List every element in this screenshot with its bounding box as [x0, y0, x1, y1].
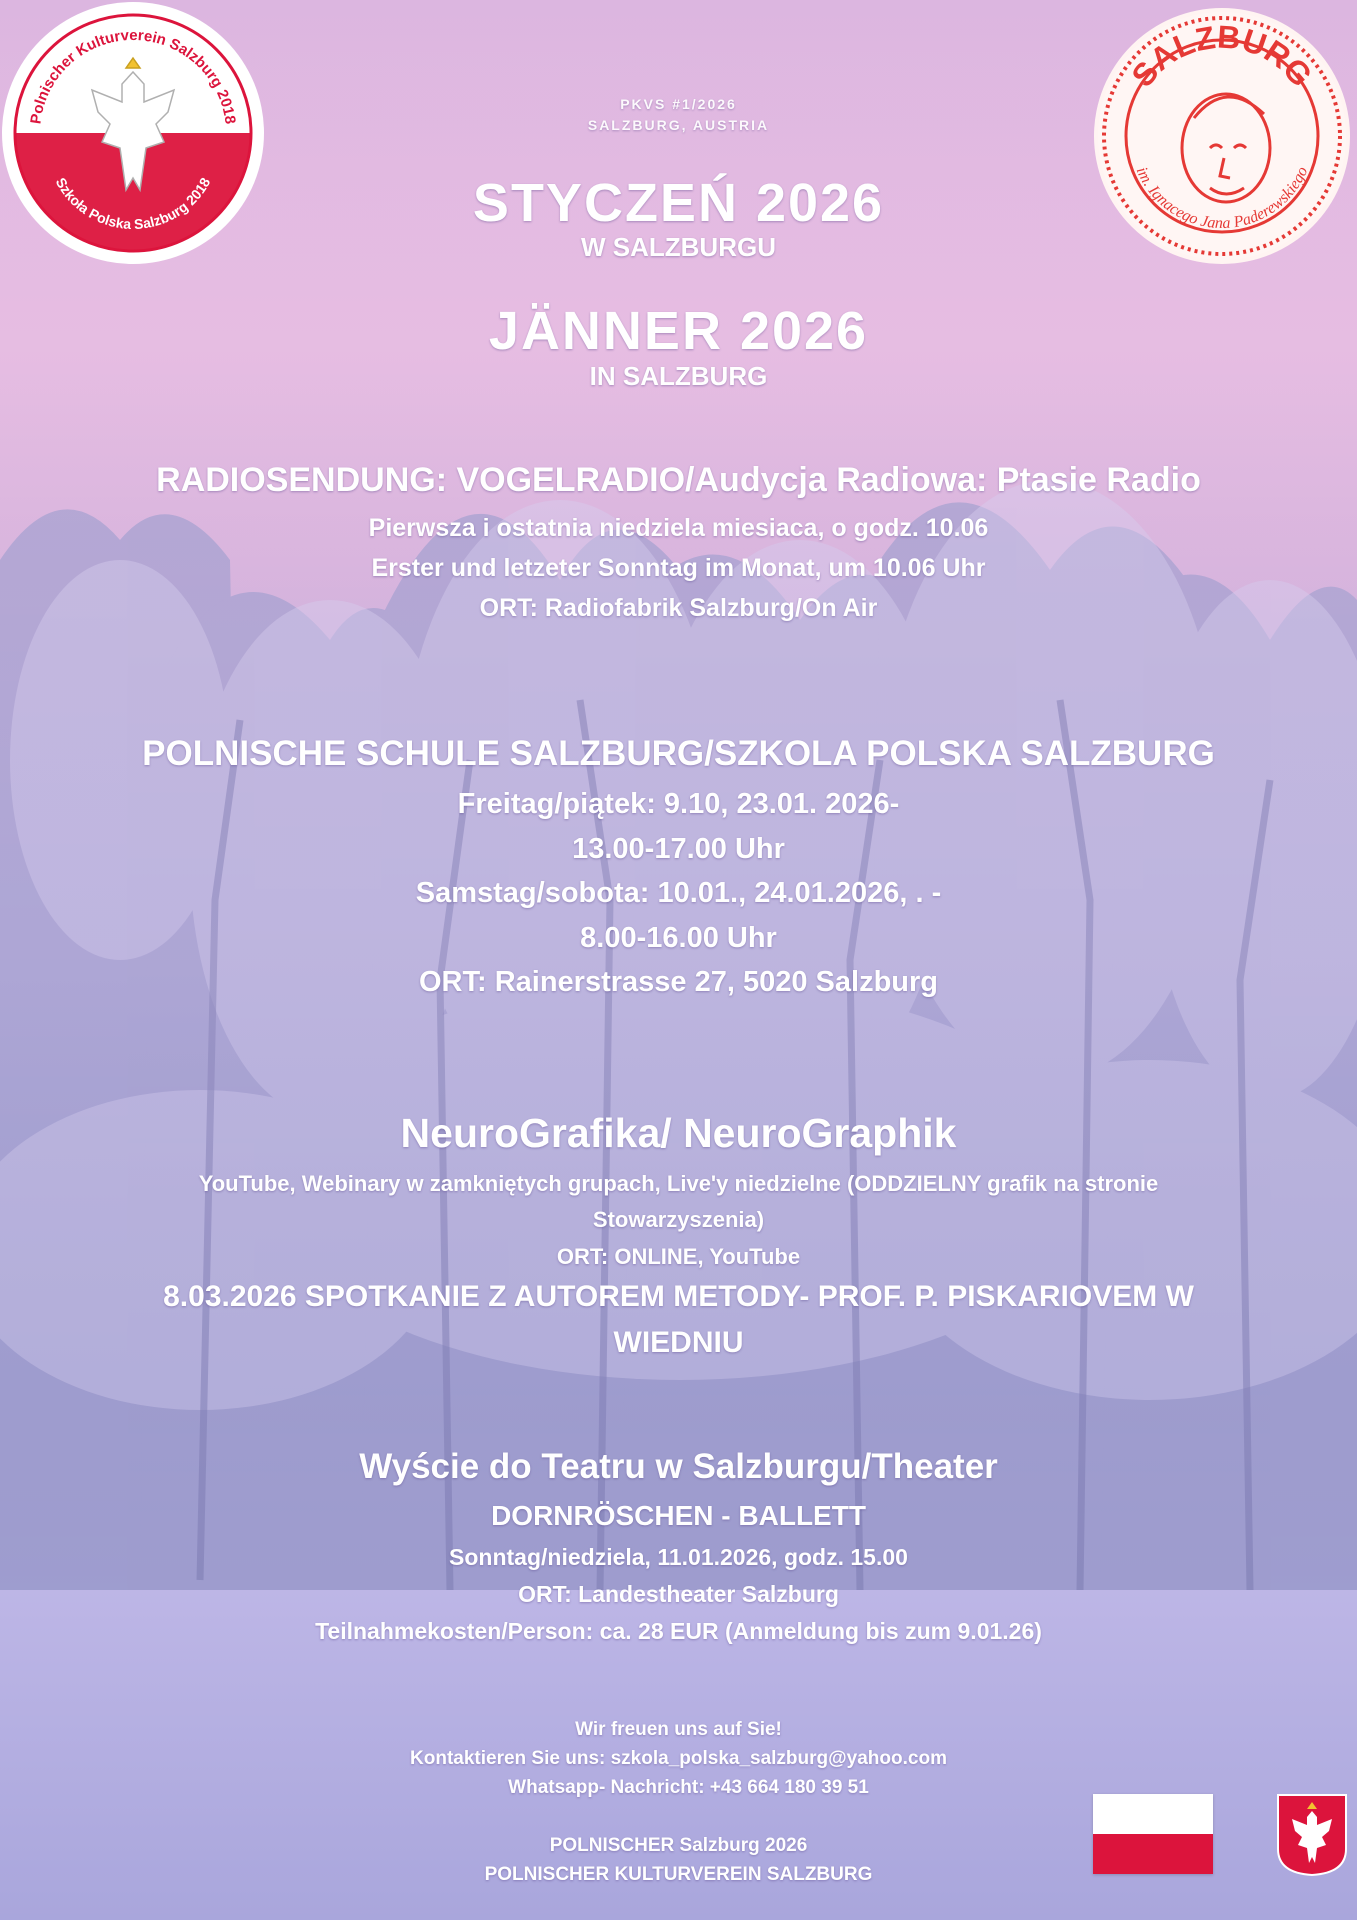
school-line-3: Samstag/sobota: 10.01., 24.01.2026, . - [415, 877, 942, 909]
theater-line-2: Sonntag/niedziela, 11.01.2026, godz. 15.00 [449, 1544, 908, 1570]
school-line-4: 8.00-16.00 Uhr [580, 922, 777, 954]
radio-line-1: Pierwsza i ostatnia niedziela miesiaca, o godz. 10.06 [368, 514, 989, 542]
neuro-title: NeuroGrafika/ NeuroGraphik [400, 1110, 957, 1156]
title-german: JÄNNER 2026 [488, 301, 869, 361]
radio-title: RADIOSENDUNG: VOGELRADIO/Audycja Radiowa: Ptasie Radio [156, 461, 1201, 499]
theater-title: Wyście do Teatru w Salzburgu/Theater [359, 1447, 998, 1486]
stamp-top-text: SALZBURG [1124, 18, 1320, 94]
issue-place: SALZBURG, AUSTRIA [587, 117, 770, 133]
subtitle-german: IN SALZBURG [589, 361, 768, 391]
neuro-line-1: YouTube, Webinary w zamkniętych grupach, Live'y niedzielne (ODDZIELNY grafik na stronie [198, 1171, 1159, 1196]
neuro-line-5: WIEDNIU [613, 1326, 744, 1359]
subtitle-polish: W SALZBURGU [581, 232, 776, 262]
theater-line-1: DORNRÖSCHEN - BALLETT [491, 1500, 866, 1531]
logo-left-bottom-text: Szkoła Polska Salzburg 2018 [52, 174, 214, 233]
neuro-line-4: 8.03.2026 SPOTKANIE Z AUTOREM METODY- PROF. P. PISKARIOVEM W [163, 1280, 1194, 1313]
polish-coat-of-arms-icon [1276, 1793, 1348, 1877]
footer-line-1: Wir freuen uns auf Sie! [575, 1719, 782, 1740]
school-line-5: ORT: Rainerstrasse 27, 5020 Salzburg [418, 966, 938, 998]
issue-code: PKVS #1/2026 [620, 96, 737, 112]
polish-flag-icon [1093, 1794, 1213, 1874]
footer-contact-email: Kontaktieren Sie uns: szkola_polska_salzburg@yahoo.com [410, 1748, 947, 1769]
footer-line-4: POLNISCHER Salzburg 2026 [549, 1835, 808, 1856]
school-line-2: 13.00-17.00 Uhr [572, 833, 785, 865]
theater-line-4: Teilnahmekosten/Person: ca. 28 EUR (Anmeldung bis zum 9.01.26) [315, 1618, 1042, 1644]
footer-whatsapp: Whatsapp- Nachricht: +43 664 180 39 51 [508, 1777, 869, 1798]
radio-line-3: ORT: Radiofabrik Salzburg/On Air [479, 594, 878, 622]
stamp-bottom-text: im. Ignacego Jana Paderewskiego [1132, 164, 1312, 233]
logo-left-top-text: Polnischer Kulturverein Salzburg 2018 [27, 26, 239, 126]
title-polish: STYCZEŃ 2026 [472, 173, 885, 233]
school-title: POLNISCHE SCHULE SALZBURG/SZKOLA POLSKA SALZBURG [142, 734, 1215, 773]
radio-line-2: Erster und letzeter Sonntag im Monat, um 10.06 Uhr [371, 554, 986, 582]
theater-line-3: ORT: Landestheater Salzburg [518, 1581, 839, 1607]
neuro-line-2: Stowarzyszenia) [592, 1207, 765, 1232]
neuro-line-3: ORT: ONLINE, YouTube [556, 1244, 801, 1269]
school-line-1: Freitag/piątek: 9.10, 23.01. 2026- [457, 788, 900, 820]
footer-line-5: POLNISCHER KULTURVEREIN SALZBURG [484, 1864, 873, 1885]
